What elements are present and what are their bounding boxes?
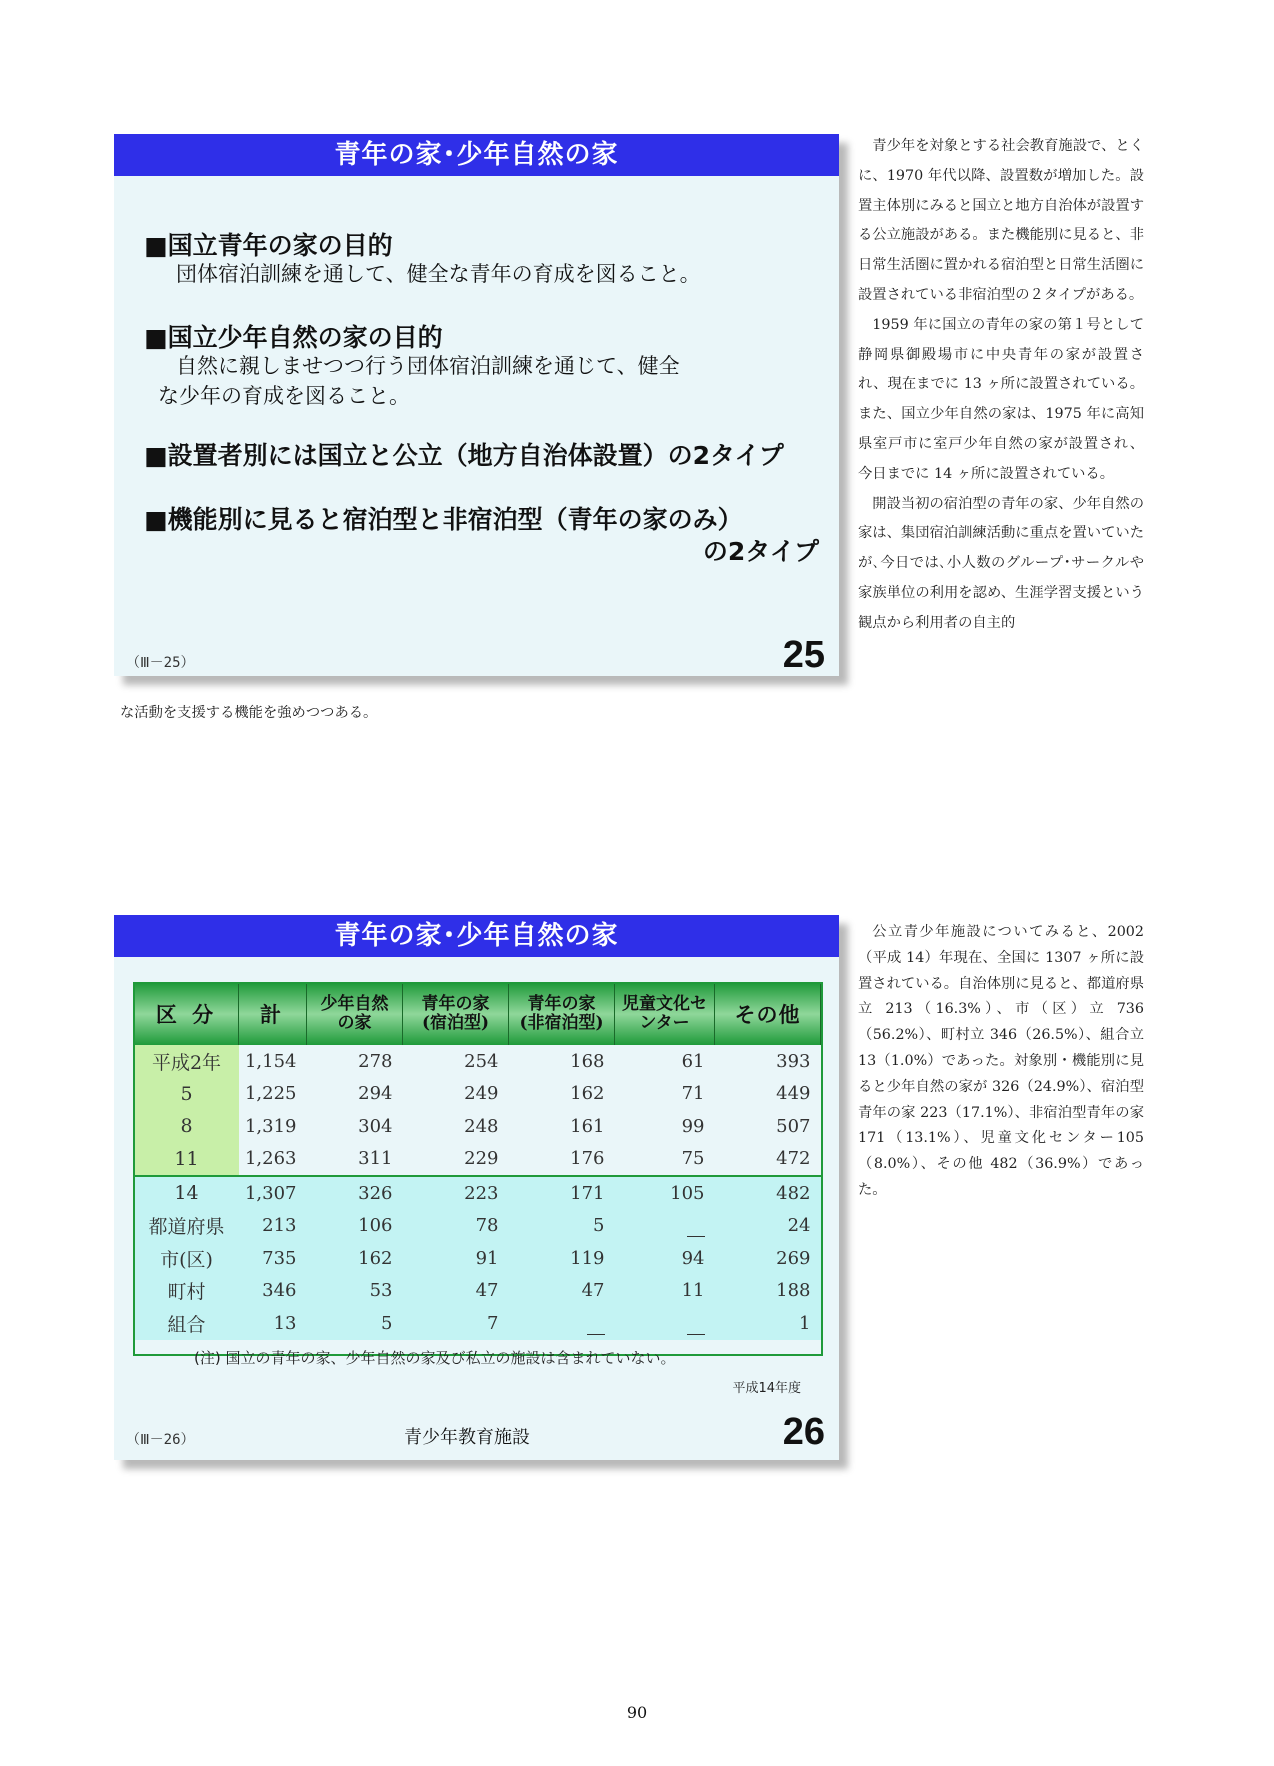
table-row xyxy=(135,1307,821,1340)
table-cell: 162 xyxy=(509,1078,615,1111)
slide-ref: （Ⅲ－26） xyxy=(126,1432,195,1448)
table-note: (注) 国立の青年の家、少年自然の家及び私立の施設は含まれていない。 xyxy=(194,1349,676,1367)
dash-mark xyxy=(687,1236,705,1237)
slide-ref: （Ⅲ－25） xyxy=(126,655,195,671)
table-cell: 1,319 xyxy=(239,1110,307,1143)
slide-title: 青年の家･少年自然の家 xyxy=(114,915,839,957)
side1-paragraph-1: 青少年を対象とする社会教育施設で、とくに、1970 年代以降、設置数が増加した。設置主体別にみると国立と地方自治体が設置する公立施設がある。また機能別に見ると、非日常生活圏に置かれる宿泊型と日常生活圏に設置されている非宿泊型の２タイプがある。 xyxy=(858,138,1144,303)
col-header: その他 xyxy=(715,983,821,1045)
table-cell: 229 xyxy=(403,1143,509,1177)
table-cell: 449 xyxy=(715,1078,821,1111)
table-cell: 735 xyxy=(239,1242,307,1275)
table-cell: 1 xyxy=(715,1307,821,1340)
table-cell xyxy=(509,1307,615,1340)
slide-title: 青年の家･少年自然の家 xyxy=(114,134,839,176)
table-cell: 188 xyxy=(715,1275,821,1308)
dash-mark xyxy=(687,1334,705,1335)
table-cell: 1,225 xyxy=(239,1078,307,1111)
text-nature-house-purpose-1: 自然に親しませつつ行う団体宿泊訓練を通じて、健全 xyxy=(176,354,680,378)
table-row xyxy=(135,1143,821,1177)
table-cell: 223 xyxy=(403,1176,509,1210)
text-youth-house-purpose: 団体宿泊訓練を通して、健全な青年の育成を図ること。 xyxy=(176,262,701,286)
table-cell: 47 xyxy=(509,1275,615,1308)
slide-number: 25 xyxy=(782,634,825,676)
heading-function-types: ■機能別に見ると宿泊型と非宿泊型（青年の家のみ） xyxy=(144,505,743,534)
table-cell: 105 xyxy=(615,1176,715,1210)
side-text-2 xyxy=(858,920,1144,1204)
table-cell: 61 xyxy=(615,1045,715,1078)
table-cell: 1,307 xyxy=(239,1176,307,1210)
facility-table xyxy=(134,983,821,1340)
table-cell: 1,263 xyxy=(239,1143,307,1177)
text-nature-house-purpose-2: な少年の育成を図ること。 xyxy=(158,384,410,408)
table-cell: 176 xyxy=(509,1143,615,1177)
table-cell: 94 xyxy=(615,1242,715,1275)
row-label: 5 xyxy=(135,1078,239,1111)
table-cell: 213 xyxy=(239,1210,307,1243)
dash-mark xyxy=(587,1334,605,1335)
table-row xyxy=(135,1176,821,1210)
table-row xyxy=(135,1110,821,1143)
table-cell: 13 xyxy=(239,1307,307,1340)
table-cell: 5 xyxy=(509,1210,615,1243)
slide-number: 26 xyxy=(782,1411,825,1453)
table-cell: 254 xyxy=(403,1045,509,1078)
table-header-row xyxy=(135,983,821,1045)
table-cell: 393 xyxy=(715,1045,821,1078)
table-row xyxy=(135,1242,821,1275)
side1-paragraph-2: 1959 年に国立の青年の家の第１号として静岡県御殿場市に中央青年の家が設置され、現在までに 13 ヶ所に設置されている。また、国立少年自然の家は、1975 年に高知県室戸市に室戸少年自然の家が設置され、今日までに 14 ヶ所に設置されている。 xyxy=(858,316,1144,482)
row-label: 都道府県 xyxy=(135,1210,239,1243)
table-cell: 47 xyxy=(403,1275,509,1308)
row-label: 組合 xyxy=(135,1307,239,1340)
table-cell: 78 xyxy=(403,1210,509,1243)
table-cell: 75 xyxy=(615,1143,715,1177)
table-cell: 507 xyxy=(715,1110,821,1143)
row-label: 平成2年 xyxy=(135,1045,239,1078)
table-cell xyxy=(615,1210,715,1243)
table-cell: 24 xyxy=(715,1210,821,1243)
heading-function-types-cont: の2タイプ xyxy=(702,537,819,566)
table-cell xyxy=(615,1307,715,1340)
side2-paragraph-1: 公立青少年施設についてみると、2002（平成 14）年現在、全国に 1307 ヶ所に設置されている。自治体別に見ると、都道府県立 213（16.3%）、市（区）立 736（56.2%）、町村立 346（26.5%）、組合立 13（1.0%）であった。対象別・機能別に見ると少年自然の家が 326（24.9%）、宿泊型青年の家 223（17.1%）、非宿泊型青年の家 171（13.1%）、児童文化センター105（8.0%）、その他 482（36.9%）であった。 xyxy=(858,924,1144,1198)
table-cell: 91 xyxy=(403,1242,509,1275)
row-label: 町村 xyxy=(135,1275,239,1308)
row-label: 市(区) xyxy=(135,1242,239,1275)
heading-national-youth-house: ■国立青年の家の目的 xyxy=(144,231,393,260)
side1-continuation: な活動を支援する機能を強めつつある。 xyxy=(120,705,378,721)
table-cell: 1,154 xyxy=(239,1045,307,1078)
table-row xyxy=(135,1045,821,1078)
table-cell: 248 xyxy=(403,1110,509,1143)
table-row xyxy=(135,1210,821,1243)
table-cell: 53 xyxy=(307,1275,403,1308)
slide-25 xyxy=(114,134,839,676)
row-label: 14 xyxy=(135,1176,239,1210)
col-header: 少年自然 の家 xyxy=(307,983,403,1045)
table-cell: 249 xyxy=(403,1078,509,1111)
side1-paragraph-3: 開設当初の宿泊型の青年の家、少年自然の家は、集団宿泊訓練活動に重点を置いていたが､今日では､小人数のグループ･サークルや家族単位の利用を認め、生涯学習支援という観点から利用者の自主的 xyxy=(858,495,1144,631)
table-cell: 5 xyxy=(307,1307,403,1340)
table-cell: 304 xyxy=(307,1110,403,1143)
page-number: 90 xyxy=(626,1703,648,1722)
table-cell: 119 xyxy=(509,1242,615,1275)
table-cell: 294 xyxy=(307,1078,403,1111)
table-cell: 99 xyxy=(615,1110,715,1143)
heading-national-nature-house: ■国立少年自然の家の目的 xyxy=(144,323,443,352)
table-year: 平成14年度 xyxy=(732,1381,801,1396)
table-cell: 71 xyxy=(615,1078,715,1111)
col-header: 青年の家 (宿泊型) xyxy=(403,983,509,1045)
col-header: 青年の家 (非宿泊型) xyxy=(509,983,615,1045)
slide-caption: 青少年教育施設 xyxy=(404,1427,530,1448)
table-cell: 472 xyxy=(715,1143,821,1177)
table-cell: 162 xyxy=(307,1242,403,1275)
side-text-1 xyxy=(858,132,1144,639)
table-cell: 346 xyxy=(239,1275,307,1308)
col-header: 計 xyxy=(239,983,307,1045)
table-cell: 269 xyxy=(715,1242,821,1275)
slide-26 xyxy=(114,915,839,1460)
table-cell: 7 xyxy=(403,1307,509,1340)
table-cell: 161 xyxy=(509,1110,615,1143)
table-cell: 168 xyxy=(509,1045,615,1078)
table-cell: 106 xyxy=(307,1210,403,1243)
table-cell: 311 xyxy=(307,1143,403,1177)
table-cell: 11 xyxy=(615,1275,715,1308)
row-label: 11 xyxy=(135,1143,239,1177)
heading-founder-types: ■設置者別には国立と公立（地方自治体設置）の2タイプ xyxy=(144,441,784,470)
table-cell: 278 xyxy=(307,1045,403,1078)
table-cell: 482 xyxy=(715,1176,821,1210)
col-header: 児童文化セ ンター xyxy=(615,983,715,1045)
col-header: 区 分 xyxy=(135,983,239,1045)
row-label: 8 xyxy=(135,1110,239,1143)
table-row xyxy=(135,1078,821,1111)
table-cell: 171 xyxy=(509,1176,615,1210)
table-cell: 326 xyxy=(307,1176,403,1210)
table-row xyxy=(135,1275,821,1308)
